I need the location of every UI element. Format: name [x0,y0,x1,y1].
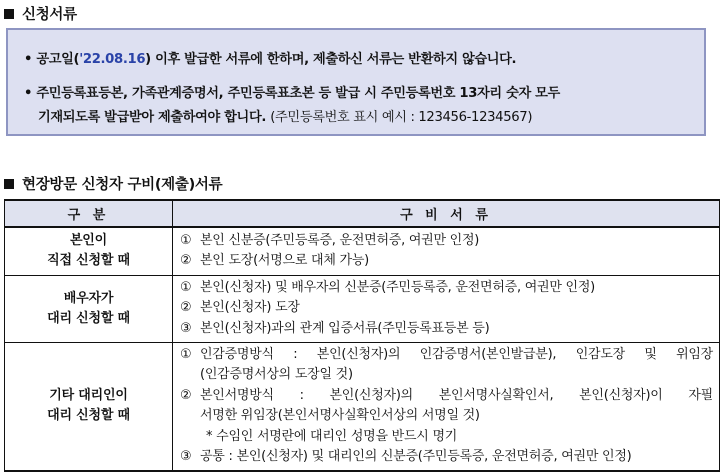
item-note: * 수임인 서명란에 대리인 성명을 반드시 명기 [206,428,458,444]
section-heading-visit [4,173,222,194]
section-title: 현장방문 신청자 구비(제출)서류 [22,177,223,193]
square-bullet-icon [4,9,14,19]
item-number: ③ [180,449,192,464]
notice-bullet-1 [24,48,516,67]
item-number: ① [180,279,192,295]
item-text: 본인서명방식 : 본인(신청자)의 본인서명사실확인서, 본인(신청자)이 자필 [200,387,713,403]
list-item [180,231,713,252]
documents-cell [173,342,720,471]
square-bullet-icon [4,179,14,189]
category-cell [5,342,173,471]
list-item [180,319,713,340]
item-text: 본인(신청자) 도장 [200,300,300,316]
notice-example: (주민등록번호 표시 예시 : 123456-1234567) [270,110,533,125]
documents-cell [173,227,720,275]
column-header-documents: 구 비 서 류 [173,200,720,227]
list-item [180,447,713,468]
notice-bullet-2-cont [38,106,532,125]
table-header-row [5,200,720,227]
item-number: ② [180,300,192,316]
item-number: ② [180,253,192,269]
item-number: ③ [180,320,192,336]
notice-box [6,28,706,136]
notice-date: '22.08.16 [79,52,146,67]
category-cell [5,227,173,275]
table-row [5,275,720,342]
item-number: ① [180,232,192,248]
documents-cell [173,275,720,342]
notice-text: 기재되도록 발급받아 제출하여야 합니다. [38,110,266,125]
item-text: 공통 : 본인(신청자) 및 대리인의 신분증(주민등록증, 운전면허증, 여권만 인정) [200,449,632,464]
notice-text: 공고일( [36,52,80,67]
notice-text: ) 이후 발급한 서류에 한하며, 제출하신 서류는 반환하지 않습니다. [145,52,517,67]
item-text: 본인(신청자) 및 배우자의 신분증(주민등록증, 운전면허증, 여권만 인정) [200,279,595,295]
list-item [180,386,713,448]
item-text: 본인 도장(서명으로 대체 가능) [200,253,369,269]
category-line: 대리 신청할 때 [47,408,130,423]
item-text-continued: 서명한 위임장(본인서명사실확인서상의 서명일 것) [200,408,480,423]
item-text: 본인(신청자)과의 관계 입증서류(주민등록표등본 등) [200,320,490,336]
table-row [5,342,720,471]
category-cell [5,275,173,342]
list-item [180,298,713,319]
category-line: 배우자가 [63,290,114,306]
table-row [5,227,720,275]
category-line: 본인이 [69,233,108,249]
notice-bullet-2 [24,82,560,101]
column-header-category: 구 분 [5,200,173,227]
notice-text: 주민등록표등본, 가족관계증명서, 주민등록표초본 등 발급 시 주민등록번호 13자리 숫자 모두 [36,86,560,101]
bullet-dot-icon: • [24,86,37,101]
list-item [180,278,713,299]
category-line: 기타 대리인이 [49,388,128,403]
category-line: 대리 신청할 때 [47,310,130,326]
item-number: ① [180,346,192,362]
list-item [180,345,713,386]
item-text: 인감증명방식 : 본인(신청자)의 인감증명서(본인발급분), 인감도장 및 위임장 [200,346,713,362]
category-line: 직접 신청할 때 [47,253,130,269]
item-text: 본인 신분증(주민등록증, 운전면허증, 여권만 인정) [200,232,480,248]
section-title: 신청서류 [22,7,77,23]
list-item [180,251,713,272]
documents-table [4,199,720,472]
item-text-continued: (인감증명서상의 도장일 것) [200,367,353,382]
bullet-dot-icon: • [24,52,37,67]
section-heading-documents [4,3,77,24]
item-number: ② [180,387,192,403]
